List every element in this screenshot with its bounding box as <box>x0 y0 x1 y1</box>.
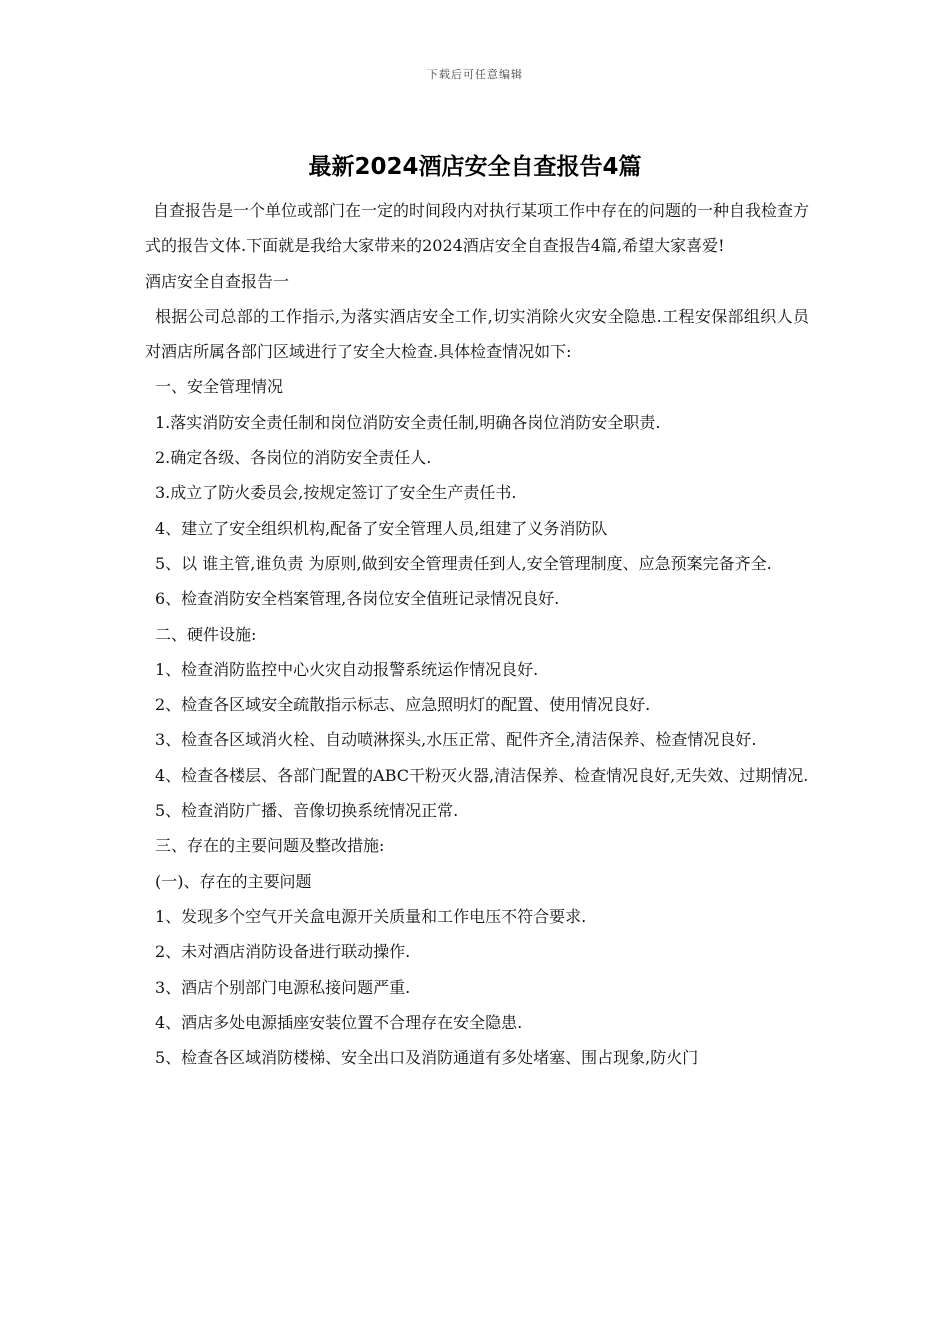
list-item: 2、未对酒店消防设备进行联动操作. <box>155 942 411 962</box>
list-item: 5、以 谁主管,谁负责 为原则,做到安全管理责任到人,安全管理制度、应急预案完备齐全. <box>155 553 772 573</box>
list-item: 4、检查各楼层、各部门配置的ABC干粉灭火器,清洁保养、检查情况良好,无失效、过期情况. <box>155 765 809 785</box>
list-item: 5、检查消防广播、音像切换系统情况正常. <box>155 801 459 821</box>
subsection-heading: (一)、存在的主要问题 <box>155 871 312 891</box>
list-item: 4、建立了安全组织机构,配备了安全管理人员,组建了义务消防队 <box>155 518 608 538</box>
list-item: 1、发现多个空气开关盒电源开关质量和工作电压不符合要求. <box>155 906 587 926</box>
intro-paragraph: 自查报告是一个单位或部门在一定的时间段内对执行某项工作中存在的问题的一种自我检查方式的报告文体.下面就是我给大家带来的2024酒店安全自查报告4篇,希望大家喜爱! <box>145 201 810 256</box>
list-item: 1.落实消防安全责任制和岗位消防安全责任制,明确各岗位消防安全职责. <box>155 412 661 432</box>
section-heading: 三、存在的主要问题及整改措施: <box>155 836 385 856</box>
paragraph: 根据公司总部的工作指示,为落实酒店安全工作,切实消除火灾安全隐患.工程安保部组织人员对酒店所属各部门区域进行了安全大检查.具体检查情况如下: <box>145 306 809 362</box>
section-heading: 二、硬件设施: <box>155 624 257 644</box>
header-note: 下载后可任意编辑 <box>427 68 523 81</box>
list-item: 3、检查各区域消火栓、自动喷淋探头,水压正常、配件齐全,清洁保养、检查情况良好. <box>155 730 757 750</box>
section-heading-report-one: 酒店安全自查报告一 <box>145 271 290 291</box>
document-body <box>145 193 809 1075</box>
list-item: 6、检查消防安全档案管理,各岗位安全值班记录情况良好. <box>155 589 560 609</box>
list-item: 2、检查各区域安全疏散指示标志、应急照明灯的配置、使用情况良好. <box>155 695 651 715</box>
list-item: 5、检查各区域消防楼梯、安全出口及消防通道有多处堵塞、围占现象,防火门 <box>155 1048 699 1068</box>
section-heading: 一、安全管理情况 <box>155 377 284 397</box>
document-title: 最新2024酒店安全自查报告4篇 <box>308 154 642 180</box>
list-item: 4、酒店多处电源插座安装位置不合理存在安全隐患. <box>155 1012 523 1032</box>
list-item: 3、酒店个别部门电源私接问题严重. <box>155 977 411 997</box>
list-item: 2.确定各级、各岗位的消防安全责任人. <box>155 448 432 468</box>
list-item: 1、检查消防监控中心火灾自动报警系统运作情况良好. <box>155 659 539 679</box>
list-item: 3.成立了防火委员会,按规定签订了安全生产责任书. <box>155 483 517 503</box>
